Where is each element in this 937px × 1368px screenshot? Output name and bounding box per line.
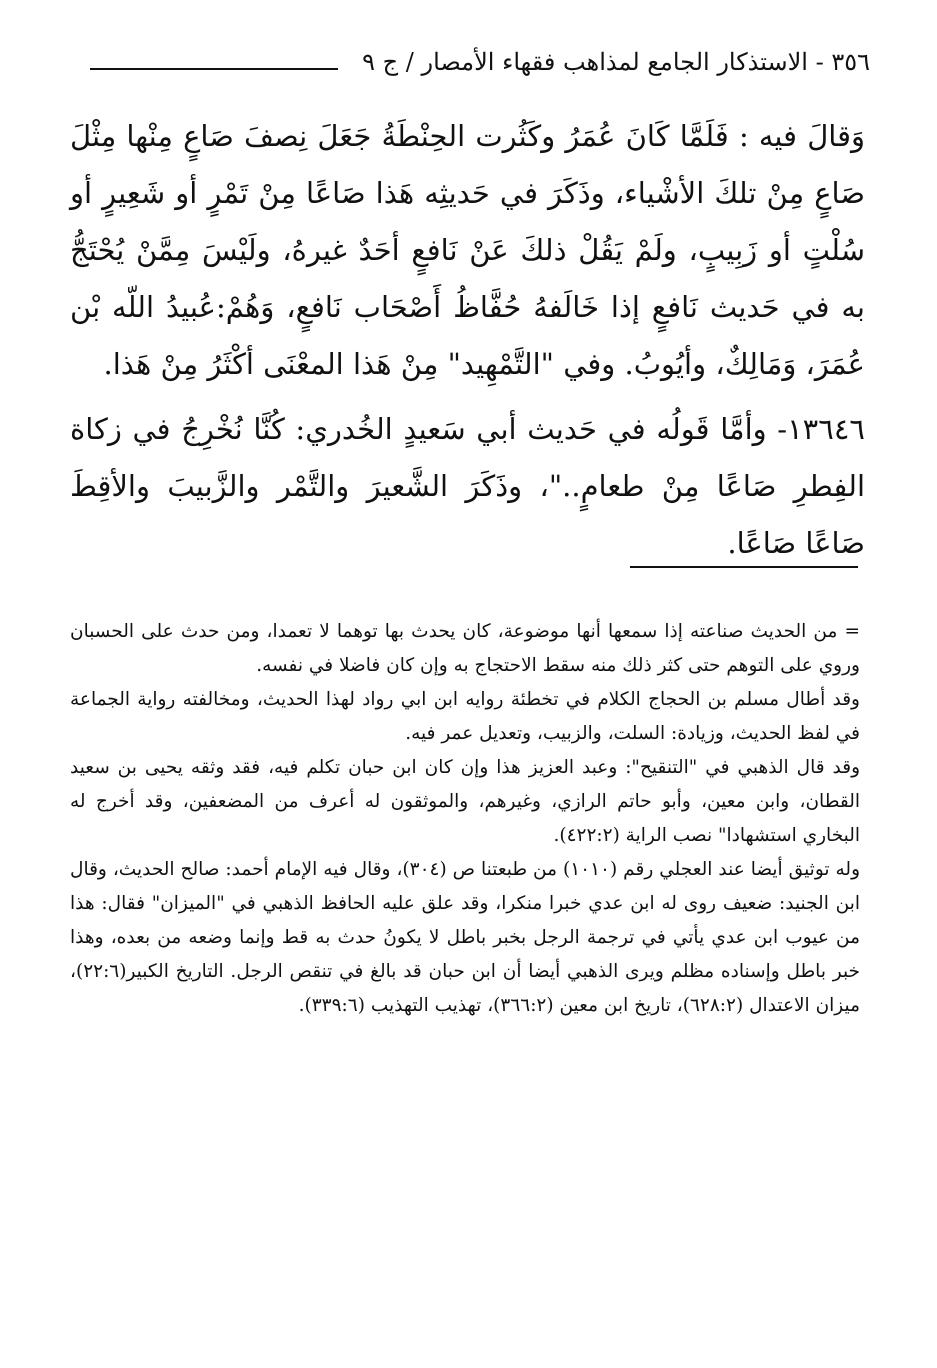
main-text bbox=[70, 108, 865, 572]
footnote-paragraph: = من الحديث صناعته إذا سمعها أنها موضوعة، كان يحدث بها توهما لا تعمدا، ومن حدث على الحسبان وروي على التوهم حتى كثر ذلك منه سقط الاحتجاج به وإن كان فاضلا في نفسه. bbox=[70, 621, 860, 676]
main-paragraph: وَقالَ فيه : فَلَمَّا كَانَ عُمَرُ وكَثُرت الحِنْطَةُ جَعَلَ نِصفَ صَاعٍ مِنْها مِثْلَ صَاعٍ مِنْ تلكَ الأشْياء، وذَكَرَ في حَديثِه هَذا صَاعًا مِنْ تَمْرٍ أو شَعِيرٍ أو سُلْتٍ أو زَبِيبٍ، ولَمْ يَقُلْ ذلكَ عَنْ نَافعٍ أحَدٌ غيرهُ، ولَيْسَ مِمَّنْ يُحْتَجُّ به في حَديث نَافعٍ إذا خَالَفهُ حُفَّاظُ أَصْحَاب نَافعٍ، وَهُمْ:عُبيدُ اللّه بْن عُمَرَ، وَمَالِكٌ، وأيُوبُ. وفي "التَّمْهِيد" مِنْ هَذا المعْنَى أكْثَرُ مِنْ هَذا. bbox=[70, 119, 865, 381]
page-header bbox=[70, 48, 870, 88]
footnote-separator bbox=[630, 566, 858, 568]
main-paragraph: ١٣٦٤٦- وأمَّا قَولُه في حَديث أبي سَعيدٍ الخُدري: كُنَّا نُخْرِجُ في زكاة الفِطرِ صَاعًا مِنْ طعامٍ.."، وذَكَرَ الشَّعيرَ والتَّمْر والزَّبيبَ والأقِطَ صَاعًا صَاعًا. bbox=[70, 412, 865, 560]
footnotes bbox=[70, 615, 860, 1023]
footnote-paragraph: وقد أطال مسلم بن الحجاج الكلام في تخطئة روايه ابن ابي رواد لهذا الحديث، ومخالفته رواية الجماعة في لفظ الحديث، وزيادة: السلت، والزبيب، وتعديل عمر فيه. bbox=[70, 689, 860, 744]
footnote-paragraph: وله توثيق أيضا عند العجلي رقم (١٠١٠) من طبعتنا ص (٣٠٤)، وقال فيه الإمام أحمد: صالح الحديث، وقال ابن الجنيد: ضعيف روى له ابن عدي خبرا منكرا، وقد علق عليه الحافظ الذهبي في "الميزان" فقال: هذا من عيوب ابن عدي يأتي في ترجمة الرجل بخبر باطل لا يكونُ حدث به قط وإنما وضعه من بعده، وهذا خبر باطل وإسناده مظلم ويرى الذهبي أيضا أن ابن حبان قد بالغ في تنقص الرجل. التاريخ الكبير(٢٢:٦)، ميزان الاعتدال (٦٢٨:٢)، تاريخ ابن معين (٣٦٦:٢)، تهذيب التهذيب (٣٣٩:٦). bbox=[70, 859, 860, 1016]
footnote-paragraph: وقد قال الذهبي في "التنقيح": وعبد العزيز هذا وإن كان ابن حبان تكلم فيه، فقد وثقه يحيى بن سعيد القطان، وابن معين، وأبو حاتم الرازي، وغيرهم، والموثقون له أعرف من المضعفين، وقد أخرج له البخاري استشهادا" نصب الراية (٤٢٢:٢). bbox=[70, 757, 860, 846]
running-head: ٣٥٦ - الاستذكار الجامع لمذاهب فقهاء الأمصار / ج ٩ bbox=[362, 48, 870, 76]
header-rule bbox=[90, 68, 338, 70]
